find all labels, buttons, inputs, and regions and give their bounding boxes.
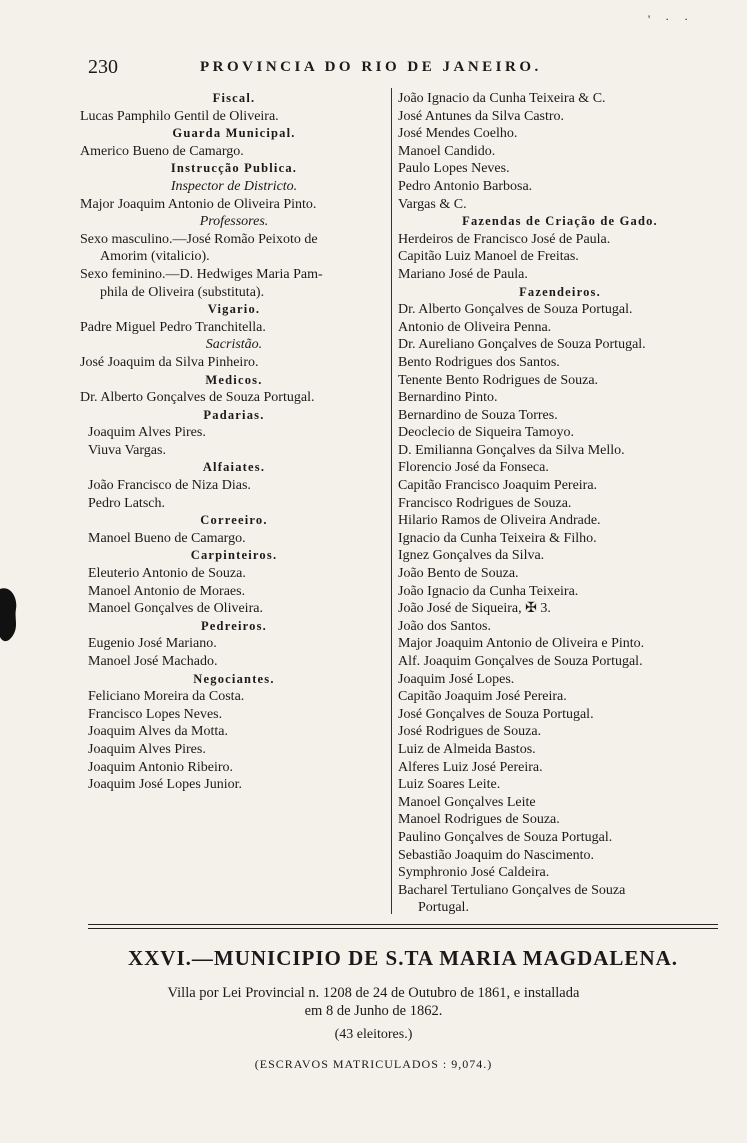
list-entry: Lucas Pamphilo Gentil de Oliveira. (80, 108, 279, 124)
list-entry: Pedro Antonio Barbosa. (398, 178, 533, 194)
ink-blot-mark (0, 585, 20, 643)
list-entry: Eugenio José Mariano. (88, 636, 217, 652)
section-heading: Instrucção Publica. (170, 161, 298, 176)
list-entry: Francisco Rodrigues de Souza. (398, 495, 572, 511)
list-entry: Paulino Gonçalves de Souza Portugal. (398, 829, 613, 845)
entry-line: Sexo feminino.—D. Hedwiges Maria Pam- (80, 266, 323, 282)
right-column (398, 90, 722, 917)
list-entry: Viuva Vargas. (88, 442, 166, 458)
list-entry: João Ignacio da Cunha Teixeira. (398, 583, 579, 599)
entry-line: Sexo masculino.—José Romão Peixoto de (80, 231, 318, 247)
list-entry: D. Emilianna Gonçalves da Silva Mello. (398, 442, 625, 458)
section-heading: Guarda Municipal. (172, 126, 296, 141)
list-entry: João Ignacio da Cunha Teixeira & C. (398, 91, 606, 106)
section-heading: Pedreiros. (200, 618, 268, 633)
list-entry: Americo Bueno de Camargo. (80, 143, 244, 159)
list-entry: Joaquim Antonio Ribeiro. (88, 759, 234, 775)
subsection-heading: Sacristão. (205, 337, 263, 353)
list-entry: José Gonçalves de Souza Portugal. (398, 706, 594, 722)
section-heading: Fazendeiros. (519, 284, 601, 299)
list-entry: Padre Miguel Pedro Tranchitella. (80, 319, 266, 335)
page-title: PROVINCIA DO RIO DE JANEIRO. (200, 59, 542, 75)
section-heading: Vigario. (207, 302, 261, 317)
section-heading: Negociantes. (193, 671, 275, 686)
list-entry: Manoel Gonçalves Leite (398, 794, 536, 810)
list-entry: Eleuterio Antonio de Souza. (88, 566, 246, 582)
list-entry: José Antunes da Silva Castro. (398, 108, 565, 124)
list-entry: Manoel Candido. (398, 143, 496, 159)
column-divider (391, 88, 392, 914)
list-entry: Tenente Bento Rodrigues de Souza. (398, 372, 599, 388)
list-entry: Symphronio José Caldeira. (398, 865, 550, 881)
section-heading: Correeiro. (200, 513, 268, 528)
list-entry: Vargas & C. (398, 196, 467, 212)
list-entry: Deoclecio de Siqueira Tamoyo. (398, 425, 575, 441)
list-entry: Joaquim José Lopes. (398, 671, 515, 687)
villa-line-2: em 8 de Junho de 1862. (304, 1003, 443, 1019)
list-entry: Manoel Gonçalves de Oliveira. (88, 601, 263, 617)
section-heading: Alfaiates. (202, 460, 266, 475)
section-heading: Fiscal. (212, 91, 256, 105)
list-entry: Dr. Alberto Gonçalves de Souza Portugal. (398, 302, 633, 318)
subsection-heading: Inspector de Districto. (170, 178, 298, 194)
list-entry: Joaquim Alves Pires. (88, 425, 206, 441)
list-entry: José Rodrigues de Souza. (398, 724, 542, 740)
section-heading: Fazendas de Criação de Gado. (462, 214, 658, 229)
list-entry (398, 882, 722, 917)
list-entry: João Bento de Souza. (398, 566, 519, 582)
section-heading: Padarias. (203, 407, 265, 422)
eleitores-count: (43 eleitores.) (334, 1027, 413, 1042)
list-entry: Alferes Luiz José Pereira. (398, 759, 543, 775)
page-number: 230 (88, 56, 118, 78)
list-entry (80, 231, 388, 266)
list-entry: Florencio José da Fonseca. (398, 460, 549, 476)
list-entry: Manoel Bueno de Camargo. (88, 530, 246, 546)
list-entry: Bernardino Pinto. (398, 390, 498, 406)
entry-continuation: Amorim (vitalicio). (100, 249, 210, 265)
list-entry: Ignez Gonçalves da Silva. (398, 548, 545, 564)
municipio-heading: XXVI.—MUNICIPIO DE S.TA MARIA MAGDALENA. (127, 946, 679, 970)
subsection-heading: Professores. (199, 214, 269, 230)
list-entry: Luiz de Almeida Bastos. (398, 741, 536, 757)
list-entry: Capitão Luiz Manoel de Freitas. (398, 249, 579, 265)
list-entry: José Mendes Coelho. (398, 126, 518, 142)
villa-line-1: Villa por Lei Provincial n. 1208 de 24 de Outubro de 1861, e installada (167, 985, 580, 1001)
list-entry: Manoel Antonio de Moraes. (88, 583, 246, 599)
section-heading: Medicos. (205, 372, 263, 387)
left-column (80, 90, 388, 794)
list-entry: Joaquim José Lopes Junior. (88, 777, 242, 793)
list-entry: Pedro Latsch. (88, 495, 165, 511)
list-entry: João dos Santos. (398, 618, 491, 634)
list-entry: Capitão Joaquim José Pereira. (398, 689, 567, 705)
list-entry: Joaquim Alves da Motta. (88, 724, 228, 740)
escravos-count: (ESCRAVOS MATRICULADOS : 9,074.) (254, 1057, 493, 1071)
list-entry: Ignacio da Cunha Teixeira & Filho. (398, 530, 597, 546)
section-heading: Carpinteiros. (190, 548, 278, 563)
entry-continuation: Portugal. (418, 900, 469, 916)
entry-continuation: phila de Oliveira (substituta). (100, 284, 265, 300)
section-rules (88, 924, 718, 932)
list-entry (80, 266, 388, 301)
list-entry: Herdeiros de Francisco José de Paula. (398, 231, 611, 247)
margin-specks: ' · · (648, 12, 695, 26)
list-entry: Bento Rodrigues dos Santos. (398, 354, 560, 370)
list-entry: Manoel José Machado. (88, 654, 218, 669)
list-entry: Antonio de Oliveira Penna. (398, 319, 552, 335)
page-header (0, 56, 747, 82)
entry-line: Bacharel Tertuliano Gonçalves de Souza (398, 882, 626, 898)
list-entry: Feliciano Moreira da Costa. (88, 689, 245, 705)
list-entry: Joaquim Alves Pires. (88, 741, 206, 757)
list-entry: José Joaquim da Silva Pinheiro. (80, 354, 259, 370)
list-entry: Luiz Soares Leite. (398, 777, 501, 793)
list-entry: João José de Siqueira, ✠ 3. (398, 601, 551, 617)
list-entry: Francisco Lopes Neves. (88, 706, 223, 722)
list-entry: Hilario Ramos de Oliveira Andrade. (398, 513, 601, 529)
list-entry: Dr. Alberto Gonçalves de Souza Portugal. (80, 390, 315, 406)
list-entry: Sebastião Joaquim do Nascimento. (398, 847, 594, 863)
list-entry: Alf. Joaquim Gonçalves de Souza Portugal. (398, 654, 643, 669)
list-entry: Capitão Francisco Joaquim Pereira. (398, 478, 598, 494)
list-entry: Major Joaquim Antonio de Oliveira e Pinto. (398, 636, 645, 652)
list-entry: Dr. Aureliano Gonçalves de Souza Portugal. (398, 337, 646, 353)
list-entry: Major Joaquim Antonio de Oliveira Pinto. (80, 196, 317, 212)
list-entry: Mariano José de Paula. (398, 266, 528, 282)
list-entry: Bernardino de Souza Torres. (398, 407, 558, 423)
list-entry: João Francisco de Niza Dias. (88, 478, 251, 494)
list-entry: Manoel Rodrigues de Souza. (398, 812, 560, 828)
list-entry: Paulo Lopes Neves. (398, 161, 510, 177)
